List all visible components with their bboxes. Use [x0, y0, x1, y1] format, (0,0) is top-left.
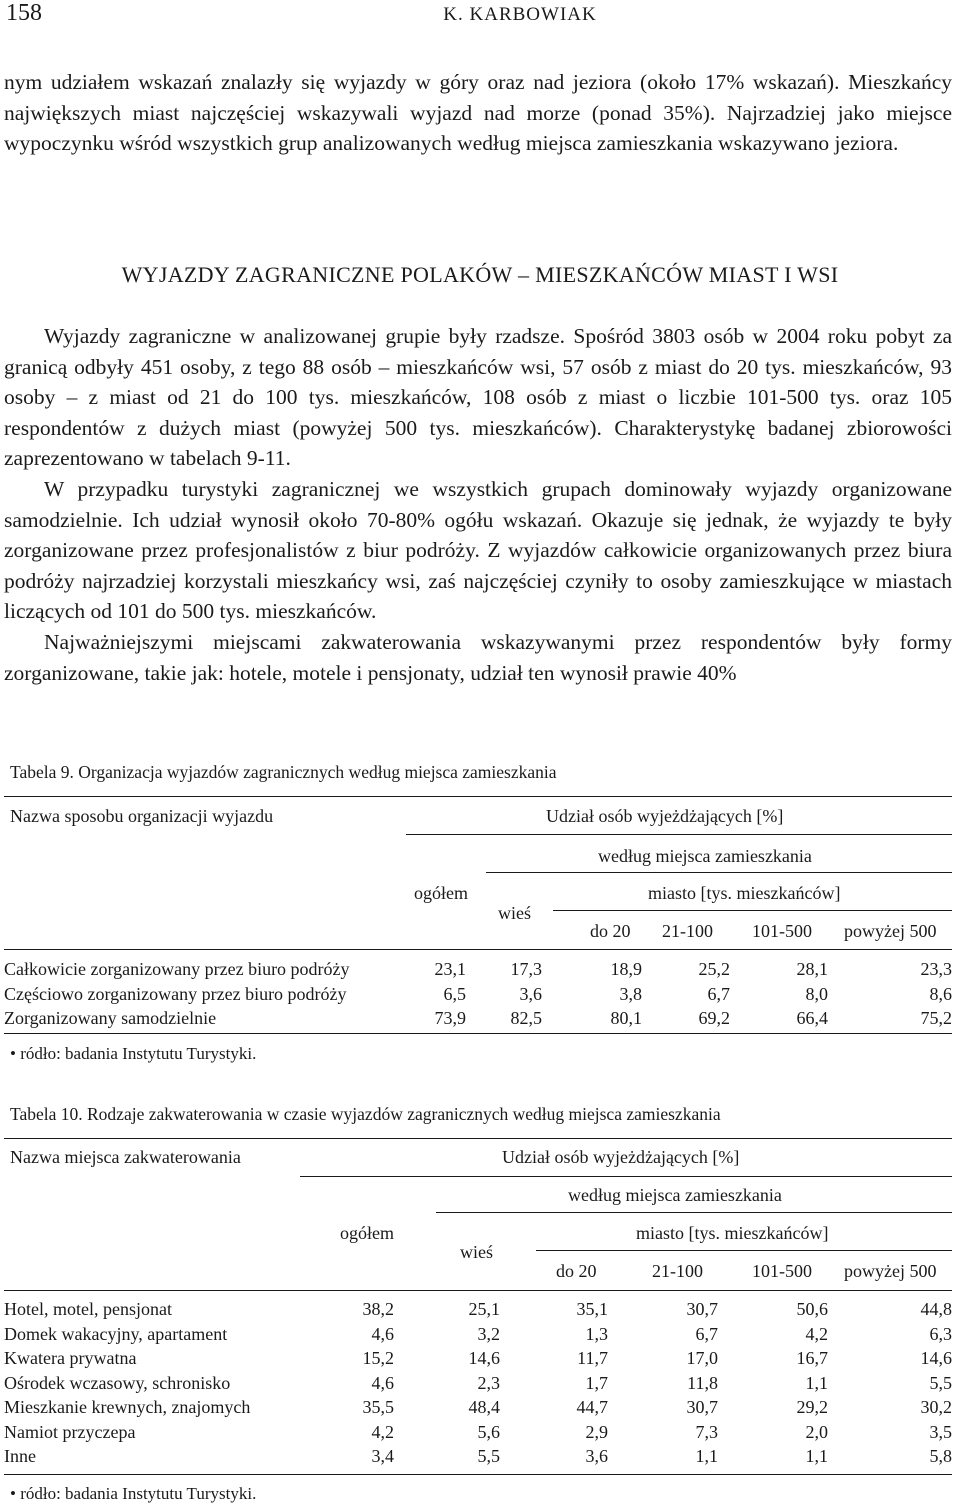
- table10-body: [4, 1297, 952, 1469]
- table10-cell-village: 2,3: [477, 1372, 500, 1393]
- paragraph-group: [4, 321, 952, 688]
- table9-source: • ródło: badania Instytutu Turystyki.: [10, 1044, 257, 1063]
- table10-cell-total: 4,6: [371, 1323, 394, 1344]
- table9-cell-do20: 80,1: [610, 1008, 642, 1028]
- table10-row-name: Hotel, motel, pensjonat: [4, 1299, 172, 1319]
- table9-cell-21-100: 69,2: [698, 1008, 730, 1028]
- table10-cell-total: 15,2: [362, 1348, 394, 1368]
- table10-row-name: Mieszkanie krewnych, znajomych: [4, 1397, 251, 1417]
- table9-header-rule: [4, 949, 952, 950]
- table10-cell-do20: 2,9: [585, 1421, 608, 1442]
- table10-cell-500plus: 14,6: [920, 1348, 952, 1368]
- table10-cell-101-500: 1,1: [805, 1372, 828, 1393]
- table10-cell-total: 4,6: [371, 1372, 394, 1393]
- table10-cell-500plus: 6,3: [929, 1323, 952, 1344]
- table10-cell-500plus: 5,5: [929, 1372, 952, 1393]
- table10-cell-500plus: 30,2: [920, 1397, 952, 1417]
- table9-cell-500plus: 75,2: [920, 1008, 952, 1028]
- table9-village-header: wieś: [498, 903, 531, 923]
- table10-cell-do20: 44,7: [576, 1397, 608, 1417]
- table9-size-3: 101-500: [752, 921, 812, 941]
- table-row: [4, 1444, 952, 1469]
- table-row: [4, 1006, 952, 1031]
- table10-city-header: miasto [tys. mieszkańców]: [636, 1223, 829, 1243]
- table9-row-name: Zorganizowany samodzielnie: [4, 1008, 217, 1028]
- table-row: [4, 1322, 952, 1347]
- table10-bottom-rule: [4, 1474, 952, 1475]
- table10-source: • ródło: badania Instytutu Turystyki.: [10, 1484, 257, 1503]
- table9-cell-101-500: 28,1: [796, 959, 828, 979]
- table10-rule-city: [536, 1250, 952, 1251]
- table10-cell-do20: 1,7: [585, 1372, 608, 1393]
- table10-row-name: Inne: [4, 1446, 36, 1466]
- table9-city-header: miasto [tys. mieszkańców]: [648, 883, 841, 903]
- table10-cell-village: 14,6: [468, 1348, 500, 1368]
- table9-cell-21-100: 25,2: [698, 959, 730, 979]
- table10-size-2: 21-100: [652, 1261, 703, 1281]
- running-head: K. KARBOWIAK: [443, 4, 597, 25]
- table9-cell-total: 23,1: [434, 959, 466, 979]
- table10-cell-21-100: 30,7: [686, 1299, 718, 1319]
- table10-cell-village: 48,4: [468, 1397, 500, 1417]
- table10-cell-total: 35,5: [362, 1397, 394, 1417]
- table9-share-header: Udział osób wyjeżdżających [%]: [546, 806, 784, 826]
- paragraph-2: Wyjazdy zagraniczne w analizowanej grupie były rzadsze. Spośród 3803 osób w 2004 roku pobyt za granicą odbyły 451 osoby, z tego 88 osób – mieszkańców wsi, 57 osób z miast do 20 tys. mieszkańców, 93 osoby – z miast od 21 do 100 tys. mieszkańców, 108 osób z miast o liczbie 101-500 tys. oraz 105 respondentów z dużych miast (powyżej 500 tys. mieszkańców). Charakterystykę badanej zbiorowości zaprezentowano w tabelach 9-11.: [4, 324, 952, 471]
- table9-body: [4, 957, 952, 1031]
- table-row: [4, 1371, 952, 1396]
- table10-cell-village: 3,2: [477, 1323, 500, 1344]
- table-row: [4, 957, 952, 982]
- table10-cell-101-500: 50,6: [796, 1299, 828, 1319]
- table9-cell-total: 73,9: [434, 1008, 466, 1028]
- table9-cell-101-500: 8,0: [805, 983, 828, 1004]
- table10-cell-do20: 11,7: [577, 1348, 608, 1368]
- table10-cell-total: 3,4: [371, 1446, 394, 1466]
- table9-cell-do20: 18,9: [610, 959, 642, 979]
- table9-cell-101-500: 66,4: [796, 1008, 828, 1028]
- table9-total-header: ogółem: [414, 883, 468, 903]
- table10-cell-village: 5,6: [477, 1421, 500, 1442]
- table-row: [4, 1297, 952, 1322]
- table10-village-header: wieś: [460, 1242, 493, 1262]
- table10-cell-500plus: 5,8: [929, 1446, 952, 1466]
- table10-cell-21-100: 6,7: [695, 1323, 718, 1344]
- table9-size-1: do 20: [590, 921, 631, 941]
- table9-bottom-rule: [4, 1033, 952, 1034]
- table9-cell-do20: 3,8: [619, 983, 642, 1004]
- table10-cell-101-500: 4,2: [805, 1323, 828, 1344]
- table10-row-name: Namiot przyczepa: [4, 1421, 136, 1442]
- table9-rule-residence: [486, 872, 952, 873]
- table9-cell-total: 6,5: [443, 983, 466, 1004]
- table9-row-name: Całkowicie zorganizowany przez biuro podróży: [4, 959, 350, 979]
- table10-col-name-header: Nazwa miejsca zakwaterowania: [10, 1147, 241, 1167]
- table10-cell-101-500: 29,2: [796, 1397, 828, 1417]
- table9-cell-21-100: 6,7: [707, 983, 730, 1004]
- table10-cell-village: 25,1: [468, 1299, 500, 1319]
- paragraph-3: W przypadku turystyki zagranicznej we wszystkich grupach dominowały wyjazdy organizowane samodzielnie. Ich udział wynosił około 70-80% ogółu wskazań. Okazuje się jednak, że wyjazdy te były zorganizowane przez profesjonalistów z biur podróży. Z wyjazdów całkowicie organizowanych przez biura podróży najrzadziej korzystali mieszkańcy wsi, zaś najczęściej czyniły to osoby zamieszkujące w miastach liczących od 101 do 500 tys. mieszkańców.: [4, 476, 952, 624]
- section-heading: WYJAZDY ZAGRANICZNE POLAKÓW – MIESZKAŃCÓW MIAST I WSI: [121, 262, 839, 287]
- table10-rule-residence: [436, 1212, 952, 1213]
- table9-top-rule: [4, 796, 952, 797]
- table9-cell-village: 3,6: [519, 983, 542, 1004]
- table9-size-2: 21-100: [662, 921, 713, 941]
- table10-cell-21-100: 1,1: [695, 1446, 718, 1466]
- table10-row-name: Domek wakacyjny, apartament: [4, 1323, 228, 1344]
- table9-cell-village: 17,3: [510, 959, 542, 979]
- table10-share-header: Udział osób wyjeżdżających [%]: [502, 1147, 740, 1167]
- table10-top-rule: [4, 1138, 952, 1139]
- table10-by-residence-header: według miejsca zamieszkania: [568, 1185, 782, 1205]
- table10-row-name: Kwatera prywatna: [4, 1348, 137, 1368]
- table10-cell-total: 4,2: [371, 1421, 394, 1442]
- table9-cell-village: 82,5: [510, 1008, 542, 1028]
- table10-rule-share: [300, 1176, 952, 1177]
- table9-caption: Tabela 9. Organizacja wyjazdów zagranicznych według miejsca zamieszkania: [10, 762, 557, 782]
- table9-by-residence-header: według miejsca zamieszkania: [598, 846, 812, 866]
- table10-cell-do20: 3,6: [585, 1446, 608, 1466]
- table10-cell-101-500: 1,1: [805, 1446, 828, 1466]
- table10-size-4: powyżej 500: [844, 1261, 937, 1281]
- table9-cell-500plus: 8,6: [929, 983, 952, 1004]
- table10-header-rule: [4, 1290, 952, 1291]
- table10-size-3: 101-500: [752, 1261, 812, 1281]
- table10-cell-21-100: 30,7: [686, 1397, 718, 1417]
- table10-cell-village: 5,5: [477, 1446, 500, 1466]
- table9-col-name-header: Nazwa sposobu organizacji wyjazdu: [10, 806, 274, 826]
- table10-total-header: ogółem: [340, 1223, 394, 1243]
- table10-cell-do20: 1,3: [585, 1323, 608, 1344]
- table9-row-name: Częściowo zorganizowany przez biuro podróży: [4, 983, 347, 1004]
- table-row: [4, 1346, 952, 1371]
- table10-cell-21-100: 7,3: [695, 1421, 718, 1442]
- table10-cell-500plus: 44,8: [920, 1299, 952, 1319]
- table10-cell-101-500: 2,0: [805, 1421, 828, 1442]
- table9-cell-500plus: 23,3: [920, 959, 952, 979]
- table10-cell-500plus: 3,5: [929, 1421, 952, 1442]
- paragraph-1: [4, 67, 952, 159]
- table-row: [4, 1420, 952, 1445]
- table-row: [4, 982, 952, 1007]
- table9-size-4: powyżej 500: [844, 921, 937, 941]
- table-row: [4, 1395, 952, 1420]
- table9-rule-city: [553, 910, 952, 911]
- table10-cell-101-500: 16,7: [796, 1348, 828, 1368]
- table10-row-name: Ośrodek wczasowy, schronisko: [4, 1372, 231, 1393]
- table10-size-1: do 20: [556, 1261, 597, 1281]
- table10-caption: Tabela 10. Rodzaje zakwaterowania w czasie wyjazdów zagranicznych według miejsca zamieszkania: [10, 1104, 721, 1124]
- page-number: 158: [6, 0, 42, 26]
- table9-rule-share: [406, 834, 952, 835]
- paragraph-4: Najważniejszymi miejscami zakwaterowania wskazywanymi przez respondentów były formy zorganizowane, takie jak: hotele, motele i pensjonaty, udział ten wynosił prawie 40%: [4, 629, 952, 685]
- table10-cell-total: 38,2: [362, 1299, 394, 1319]
- paragraph-1-text: nym udziałem wskazań znalazły się wyjazdy w góry oraz nad jeziora (około 17% wskazań). Mieszkańcy największych miast najczęściej wskazywali wyjazd nad morze (ponad 35%). Najrzadziej jako miejsce wypoczynku wśród wszystkich grup analizowanych według miejsca zamieszkania wskazywano jeziora.: [4, 70, 952, 156]
- table10-cell-21-100: 17,0: [686, 1348, 718, 1368]
- table10-cell-do20: 35,1: [576, 1299, 608, 1319]
- table10-cell-21-100: 11,8: [687, 1372, 718, 1393]
